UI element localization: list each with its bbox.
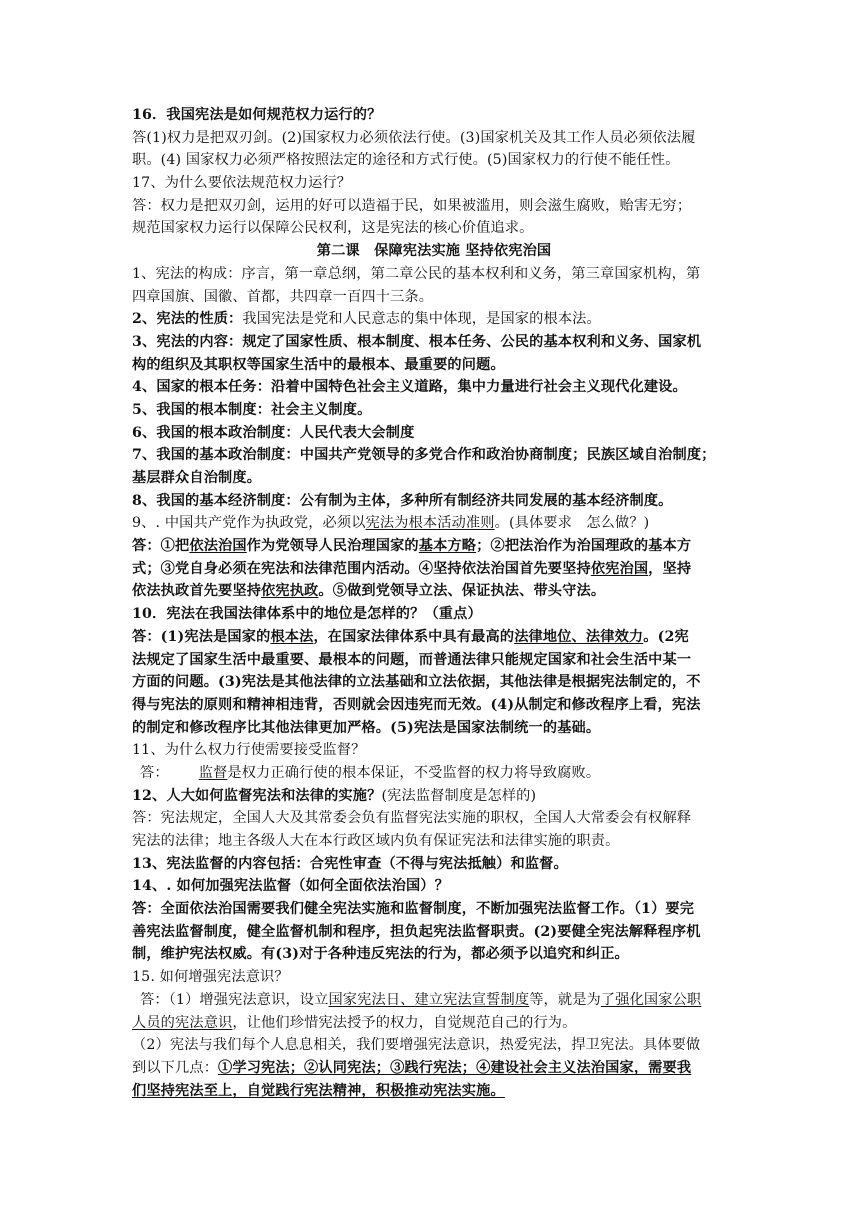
item-1-line-2: 四章国旗、国徽、首都，共四章一百四十三条。 [132, 288, 434, 305]
question-16-heading: 16．我国宪法是如何规范权力运行的？ [132, 107, 382, 123]
answer-10-line-5: 的制定和修改程序比其他法律更加严格。(5)宪法是国家法制统一的基础。 [132, 719, 601, 736]
question-10-heading: 10．宪法在我国法律体系中的地位是怎样的？（重点） [132, 606, 482, 623]
answer-15-line-5: 们坚持宪法至上，自觉践行宪法精神，积极推动宪法实施。 [132, 1082, 505, 1099]
question-14-heading: 14、. 如何加强宪法监督（如何全面依法治国）？ [132, 878, 449, 895]
answer-17-line-1: 答：权力是把双刃剑，运用的好可以造福于民，如果被滥用，则会滋生腐败，贻害无穷； [132, 197, 692, 214]
item-7-line-2: 基层群众自治制度。 [132, 470, 262, 486]
item-13: 13、宪法监督的内容包括：合宪性审查（不得与宪法抵触）和监督。 [132, 855, 568, 872]
answer-16-line-1: 答(1)权力是把双刃剑。(2)国家权力必须依法行使。(3)国家机关及其工作人员必须依法履 [132, 129, 696, 146]
item-2: 2、宪法的性质：我国宪法是党和人民意志的集中体现，是国家的根本法。 [132, 311, 601, 328]
question-17-heading: 17、为什么要依法规范权力运行？ [132, 175, 352, 192]
answer-15-line-1: 答：（1）增强宪法意识，设立国家宪法日、建立宪法宣誓制度等，就是为了强化国家公职 [140, 991, 702, 1008]
item-4: 4、国家的根本任务：沿着中国特色社会主义道路，集中力量进行社会主义现代化建设。 [132, 379, 687, 396]
answer-16-line-2: 职。(4) 国家权力必须严格按照法定的途径和方式行使。(5)国家权力的行使不能任性。 [132, 152, 680, 169]
lesson-2-title: 第二课 保障宪法实施 坚持依宪治国 [316, 243, 552, 260]
answer-9-line-3: 依法执政首先要坚持依宪执政。⑤做到党领导立法、保证执法、带头守法。 [132, 583, 606, 600]
item-3-line-2: 构的组织及其职权等国家生活中的最根本、最重要的问题。 [132, 356, 505, 373]
answer-14-line-2: 善宪法监督制度，健全监督机制和程序，担负起宪法监督职责。(2)要健全宪法解释程序机 [132, 923, 701, 940]
item-1-line-1: 1、宪法的构成：序言，第一章总纲，第二章公民的基本权利和义务，第三章国家机构，第 [132, 265, 701, 282]
answer-12-line-2: 宪法的法律；地主各级人大在本行政区域内负有保证宪法和法律实施的职责。 [132, 833, 620, 849]
answer-17-line-2: 规范国家权力运行以保障公民权利，这是宪法的核心价值追求。 [132, 220, 534, 237]
answer-15-line-2: 人员的宪法意识，让他们珍惜宪法授予的权力，自觉规范自己的行为。 [132, 1014, 577, 1031]
item-8: 8、我国的基本经济制度：公有制为主体，多种所有制经济共同发展的基本经济制度。 [132, 492, 673, 509]
item-7-line-1: 7、我国的基本政治制度：中国共产党领导的多党合作和政治协商制度；民族区域自治制度； [132, 447, 716, 464]
answer-10-line-1: 答：(1)宪法是国家的根本法，在国家法律体系中具有最高的法律地位、法律效力。(2宪 [132, 628, 689, 645]
question-11-heading: 11、为什么权力行使需要接受监督？ [132, 742, 366, 759]
question-12-heading: 12、人大如何监督宪法和法律的实施？(宪法监督制度是怎样的) [132, 787, 537, 804]
answer-10-line-4: 得与宪法的原则和精神相违背，否则就会因违宪而无效。(4)从制定和修改程序上看，宪法 [132, 696, 701, 713]
answer-14-line-1: 答：全面依法治国需要我们健全宪法实施和监督制度，不断加强宪法监督工作。（1）要完 [132, 901, 695, 918]
item-3-line-1: 3、宪法的内容：规定了国家性质、根本制度、根本任务、公民的基本权利和义务、国家机 [132, 333, 702, 350]
answer-9-line-2: 式；③党自身必须在宪法和法律范围内活动。④坚持依法治国首先要坚持依宪治国，坚持 [132, 560, 692, 577]
answer-15-line-4: 到以下几点：①学习宪法；②认同宪法；③践行宪法；④建设社会主义法治国家，需要我 [132, 1059, 692, 1076]
answer-15-line-3: （2）宪法与我们每个人息息相关，我们要增强宪法意识，热爱宪法，捍卫宪法。具体要做 [132, 1037, 701, 1054]
item-9: 9、. 中国共产党作为执政党，必须以宪法为根本活动准则。(具体要求 怎么做？) [132, 515, 650, 532]
answer-14-line-3: 制，维护宪法权威。有(3)对于各种违反宪法的行为，都必须予以追究和纠正。 [132, 946, 629, 963]
answer-9-line-1: 答：①把依法治国作为党领导人民治理国家的基本方略；②把法治作为治国理政的基本方 [132, 538, 692, 555]
item-5: 5、我国的根本制度：社会主义制度。 [132, 401, 372, 418]
answer-10-line-2: 法规定了国家生活中最重要、最根本的问题，而普通法律只能规定国家和社会生活中某一 [132, 651, 692, 668]
document-body [132, 104, 736, 1102]
answer-12-line-1: 答：宪法规定，全国人大及其常委会负有监督宪法实施的职权，全国人大常委会有权解释 [132, 810, 692, 827]
question-15-heading: 15. 如何增强宪法意识？ [132, 969, 289, 986]
item-6: 6、我国的根本政治制度：人民代表大会制度 [132, 424, 415, 441]
answer-10-line-3: 方面的问题。(3)宪法是其他法律的立法基础和立法依据，其他法律是根据宪法制定的，不 [132, 674, 701, 691]
answer-11: 答： 监督是权力正确行使的根本保证，不受监督的权力将导致腐败。 [140, 764, 601, 781]
